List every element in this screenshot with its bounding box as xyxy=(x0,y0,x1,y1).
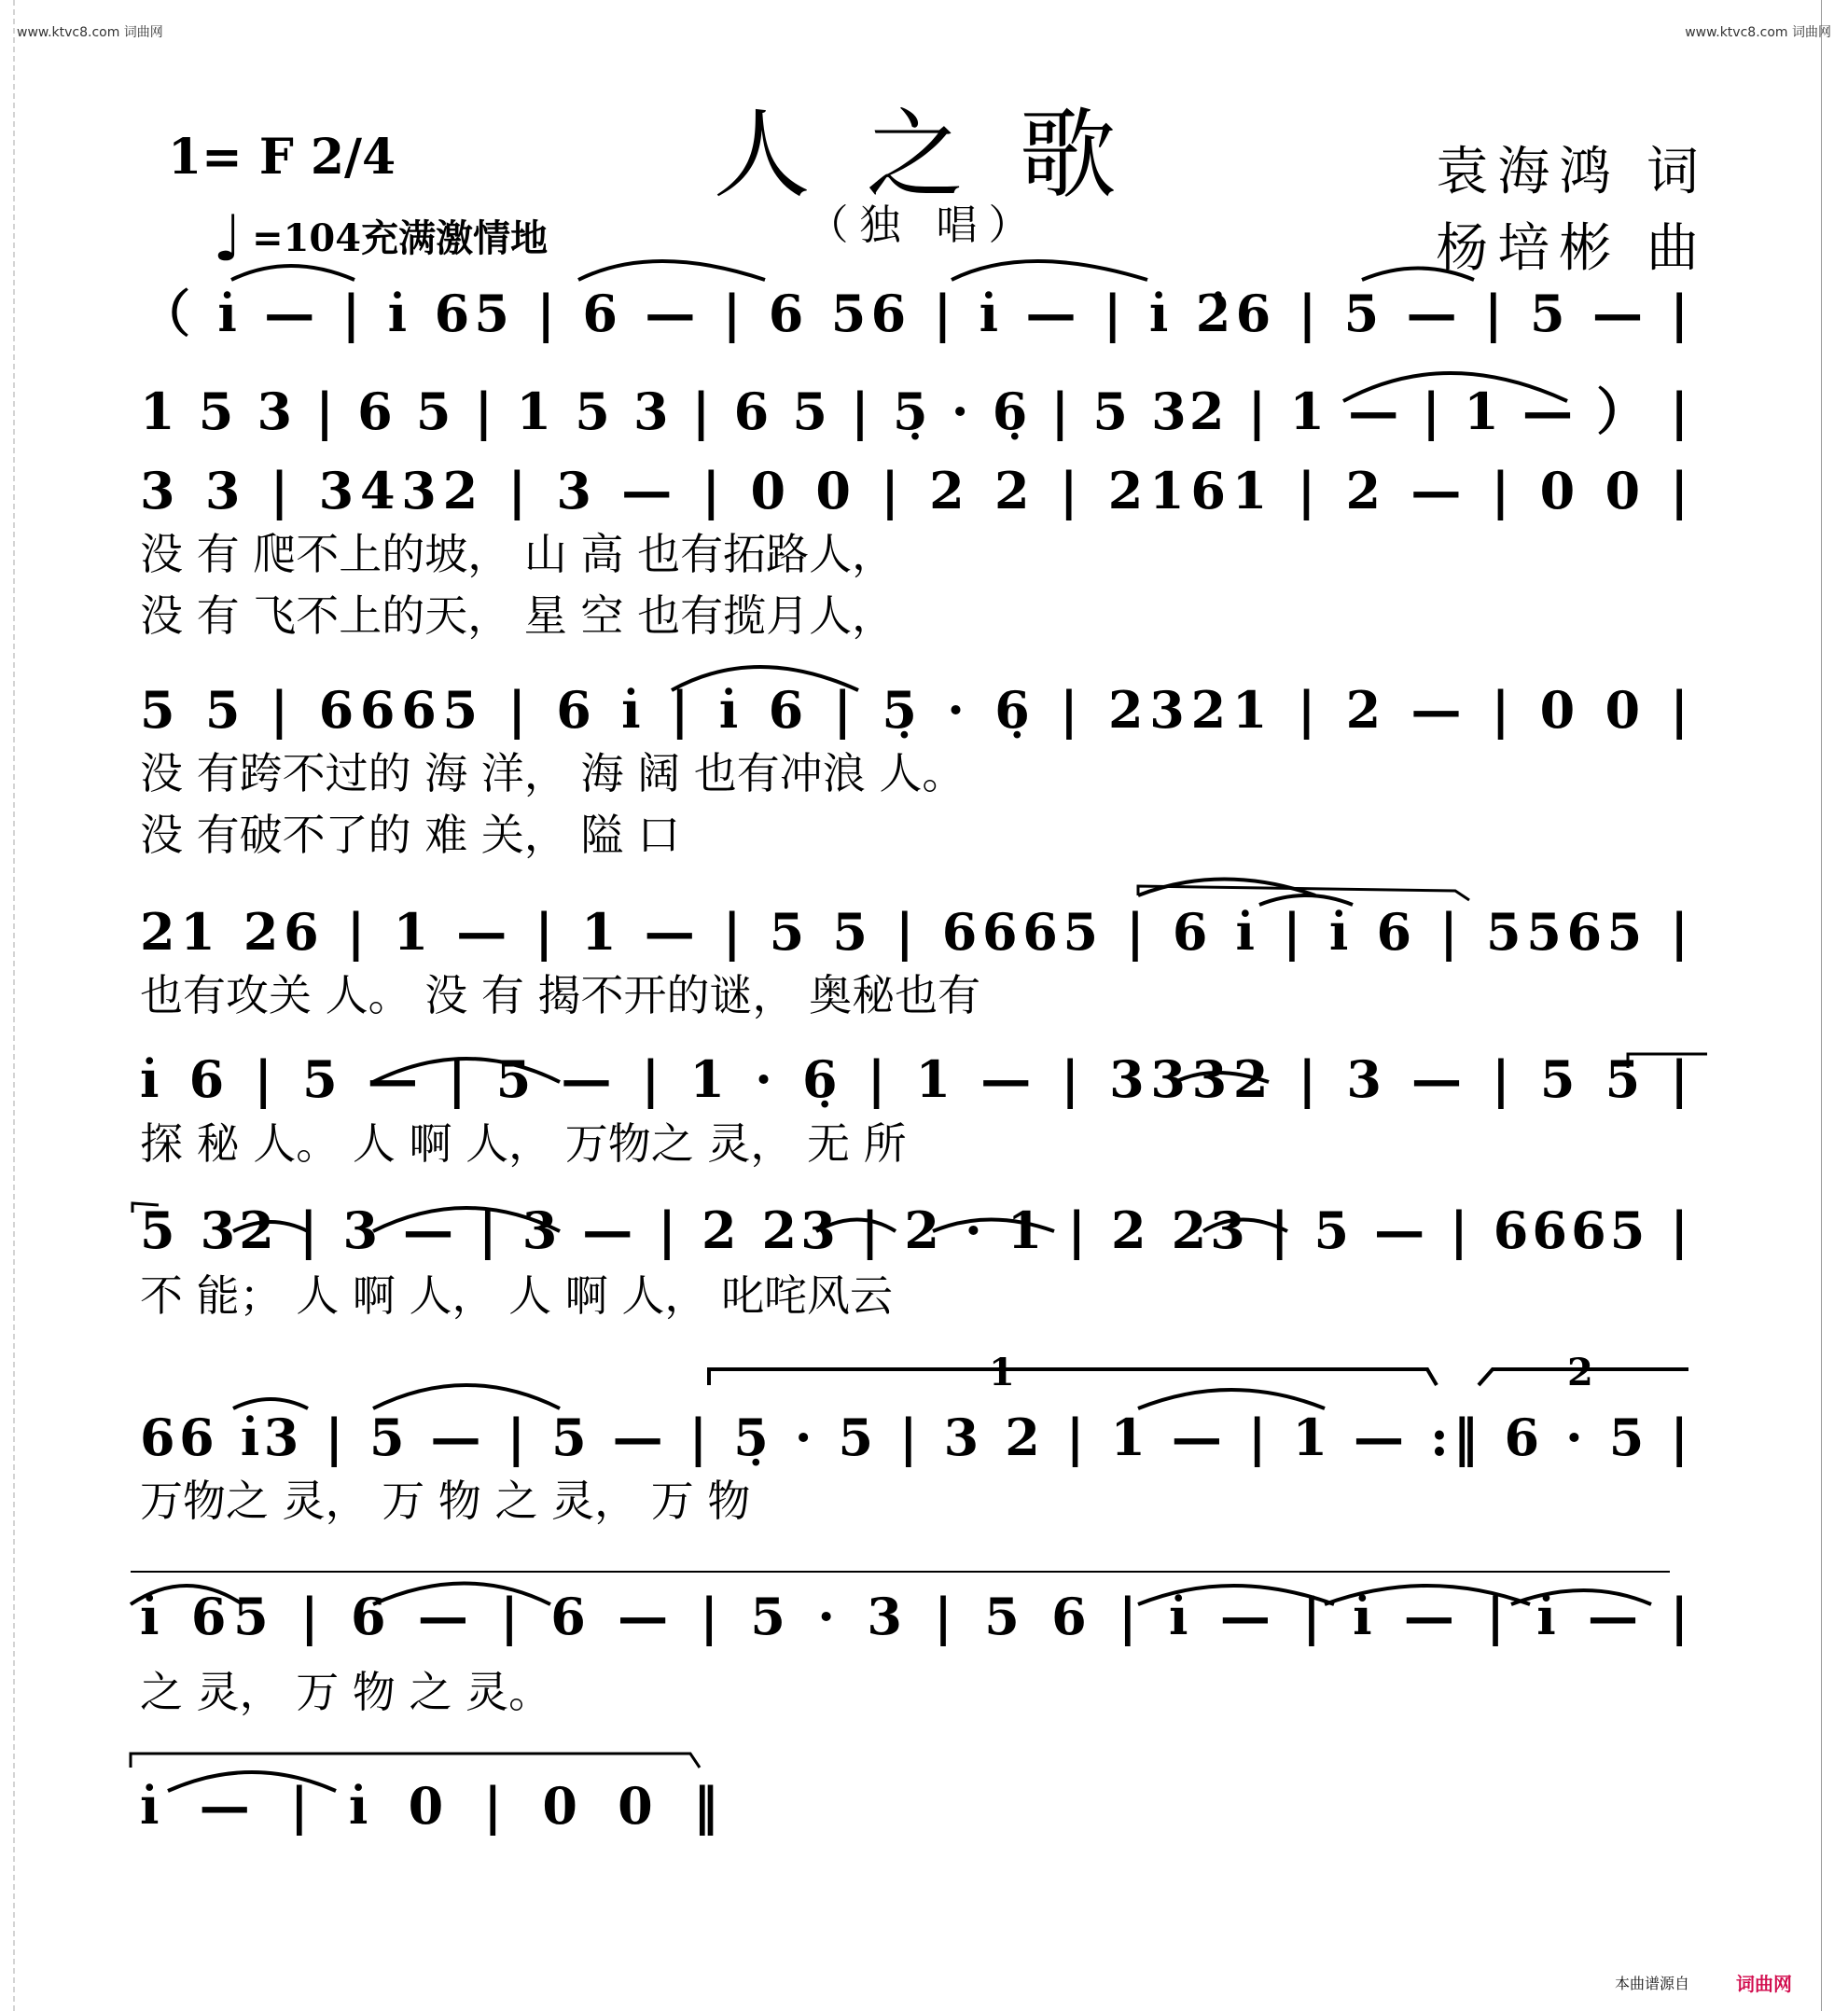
notation-line: i̇ — | i̇ 0 | 0 0 ‖ xyxy=(140,1776,718,1836)
composer-credit: 杨培彬 曲 xyxy=(1436,218,1708,279)
notation-line: 1 5 3 | 6 5 | 1 5 3 | 6 5 | 5̣ · 6̣ | 5 32 | 1 — | 1 — ） | xyxy=(140,381,1688,441)
slur xyxy=(373,1385,560,1408)
key-signature: 1= F 2/4 xyxy=(168,129,396,186)
site-watermark-left: www.ktvc8.com 词曲网 xyxy=(17,25,163,40)
notation-line: i̇ 65 | 6 — | 6 — | 5 · 3 | 5 6 | i̇ — | i̇ — | i̇ — | xyxy=(140,1587,1688,1646)
lyric-line: 没 有 飞不上的天， 星 空 也有揽月人， xyxy=(140,590,896,641)
slur xyxy=(578,261,765,280)
quarter-note-icon: ♩ xyxy=(213,201,243,276)
footer xyxy=(1615,1969,1792,1996)
slur xyxy=(1138,1390,1325,1408)
volta-bracket-1 xyxy=(709,1369,1437,1385)
volta-number: 2 xyxy=(1567,1351,1593,1394)
footer-source: 本曲谱源自 xyxy=(1614,1975,1689,1992)
lyric-line: 没 有跨不过的 海 洋， 海 阔 也有冲浪 人。 xyxy=(140,748,966,798)
notation-line: 66 i̇3 | 5 — | 5 — | 5̣ · 5 | 3 2 | 1 — | 1 — :‖ 6 · 5 | xyxy=(140,1408,1688,1467)
notation-line: 21 26 | 1 — | 1 — | 5 5 | 6665 | 6 i̇ | i̇ 6 | 5565 | xyxy=(140,902,1688,962)
notation-line: 5 5 | 6665 | 6 i̇ | i̇ 6 | 5̣ · 6̣ | 2321 | 2 — | 0 0 | xyxy=(140,680,1688,740)
slur xyxy=(1362,269,1474,281)
lyric-line: 没 有 爬不上的坡， 山 高 也有拓路人， xyxy=(140,529,896,579)
tempo-text: =104充满激情地 xyxy=(252,215,549,260)
lyric-line: 万物之 灵， 万 物 之 灵， 万 物 xyxy=(140,1476,751,1526)
song-subtitle: （独 唱） xyxy=(807,201,1041,249)
lyric-line: 没 有破不了的 难 关， 隘 口 xyxy=(140,810,681,860)
site-watermark-right: www.ktvc8.com 词曲网 xyxy=(1685,25,1831,40)
lyric-line: 也有攻关 人。 没 有 揭不开的谜， 奥秘也有 xyxy=(140,970,981,1020)
notation-line: （ i̇ — | i̇ 65 | 6 — | 6 56 | i̇ — | i̇ 2̇6 | 5 — | 5 — | xyxy=(140,284,1688,343)
system-bracket xyxy=(131,1754,700,1768)
notation-line: 5 32 | 3 — | 3 — | 2 23 | 2 · 1 | 2 23 | 5 — | 6665 | xyxy=(140,1200,1689,1260)
volta-number: 1 xyxy=(989,1351,1015,1394)
lyricist-credit: 袁海鸿 词 xyxy=(1436,142,1708,202)
lyric-line: 之 灵， 万 物 之 灵。 xyxy=(140,1667,552,1717)
score-systems xyxy=(140,284,1688,1837)
slur xyxy=(952,261,1147,280)
song-title: 人之歌 xyxy=(713,98,1173,212)
slur xyxy=(168,1772,336,1791)
footer-brand: 词曲网 xyxy=(1736,1973,1792,1995)
lyric-line: 不 能； 人 啊 人， 人 啊 人， 叱咤风云 xyxy=(140,1270,893,1321)
notation-line: 3 3 | 3432 | 3 — | 0 0 | 2 2 | 2161 | 2 — | 0 0 | xyxy=(140,461,1688,520)
slur xyxy=(231,266,354,280)
lyric-line: 探 秘 人。 人 啊 人， 万物之 灵， 无 所 xyxy=(140,1118,907,1169)
notation-line: i̇ 6 | 5 — | 5 — | 1 · 6̣ | 1 — | 3332 | 3 — | 5 5 | xyxy=(140,1049,1689,1109)
